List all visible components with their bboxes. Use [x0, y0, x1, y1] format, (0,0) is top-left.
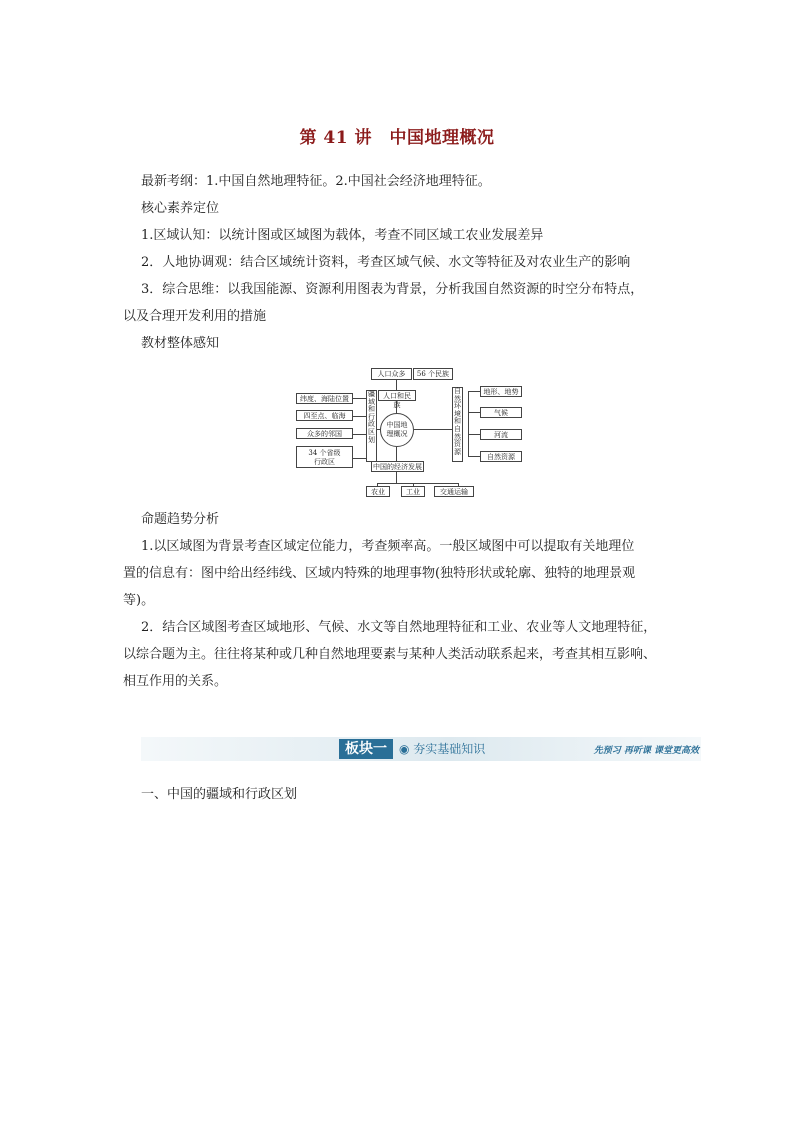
- trend-line: 置的信息有：图中给出经纬线、区域内特殊的地理事物(独特形状或轮廓、独特的地理景观: [123, 566, 636, 581]
- section-heading: 一、中国的疆域和行政区划: [141, 787, 298, 802]
- page-title: 第 41 讲 中国地理概况: [299, 128, 495, 148]
- right-vertical-label: 自然环境和自然资源: [452, 387, 463, 462]
- box-landform: 地形、地势: [480, 386, 522, 397]
- box-industry: 工业: [401, 486, 425, 497]
- box-economic-development: 中国的经济发展: [373, 463, 422, 471]
- trend-heading: 命题趋势分析: [141, 512, 220, 527]
- box-agriculture: 农业: [366, 486, 390, 497]
- banner-subtitle: ◉ 夯实基础知识: [399, 742, 486, 756]
- center-circle: [380, 413, 414, 447]
- concept-diagram: [295, 362, 519, 498]
- box-climate: 气候: [480, 407, 522, 418]
- box-provinces-label: 34 个省级行政区: [308, 449, 341, 466]
- box-ethnic-groups: 56 个民族: [413, 368, 453, 380]
- core-heading: 核心素养定位: [141, 201, 220, 216]
- banner-slogan: 先预习 再听课 课堂更高效: [593, 746, 699, 756]
- trend-line: 以综合题为主。往往将某种或几种自然地理要素与某种人类活动联系起来，考查其相互影响、: [123, 647, 657, 662]
- box-extreme-points: 四至点、临海: [296, 410, 353, 421]
- trend-line: 2．结合区域图考查区域地形、气候、水文等自然地理特征和工业、农业等人文地理特征，: [141, 620, 657, 635]
- box-provinces: [296, 446, 353, 468]
- box-neighbors: 众多的邻国: [296, 428, 353, 439]
- syllabus: 最新考纲：1.中国自然地理特征。2.中国社会经济地理特征。: [141, 174, 491, 189]
- section-banner: [141, 737, 701, 761]
- box-transport: 交通运输: [434, 486, 474, 497]
- box-latitude-position: 纬度、海陆位置: [296, 393, 353, 404]
- overview-heading: 教材整体感知: [141, 336, 220, 351]
- core-item: 以及合理开发利用的措施: [123, 309, 267, 324]
- left-vertical-label: 疆域和行政区划: [366, 390, 377, 462]
- banner-tag: 板块一: [339, 739, 393, 759]
- box-population: 人口众多: [371, 368, 412, 380]
- core-item: 1.区域认知：以统计图或区域图为载体，考查不同区域工农业发展差异: [141, 228, 544, 243]
- trend-line: 相互作用的关系。: [123, 674, 228, 689]
- box-rivers: 河流: [480, 429, 522, 440]
- core-item: 2．人地协调观：结合区域统计资料，考查区域气候、水文等特征及对农业生产的影响: [141, 255, 631, 270]
- box-resources: 自然资源: [480, 451, 522, 462]
- core-item: 3．综合思维：以我国能源、资源利用图表为背景，分析我国自然资源的时空分布特点，: [141, 282, 644, 297]
- center-label: 中国地理概况: [386, 421, 408, 438]
- trend-line: 1.以区域图为背景考查区域定位能力，考查频率高。一般区域图中可以提取有关地理位: [141, 539, 635, 554]
- box-population-ethnicity: 人口和民族: [378, 390, 416, 401]
- trend-line: 等)。: [123, 593, 155, 608]
